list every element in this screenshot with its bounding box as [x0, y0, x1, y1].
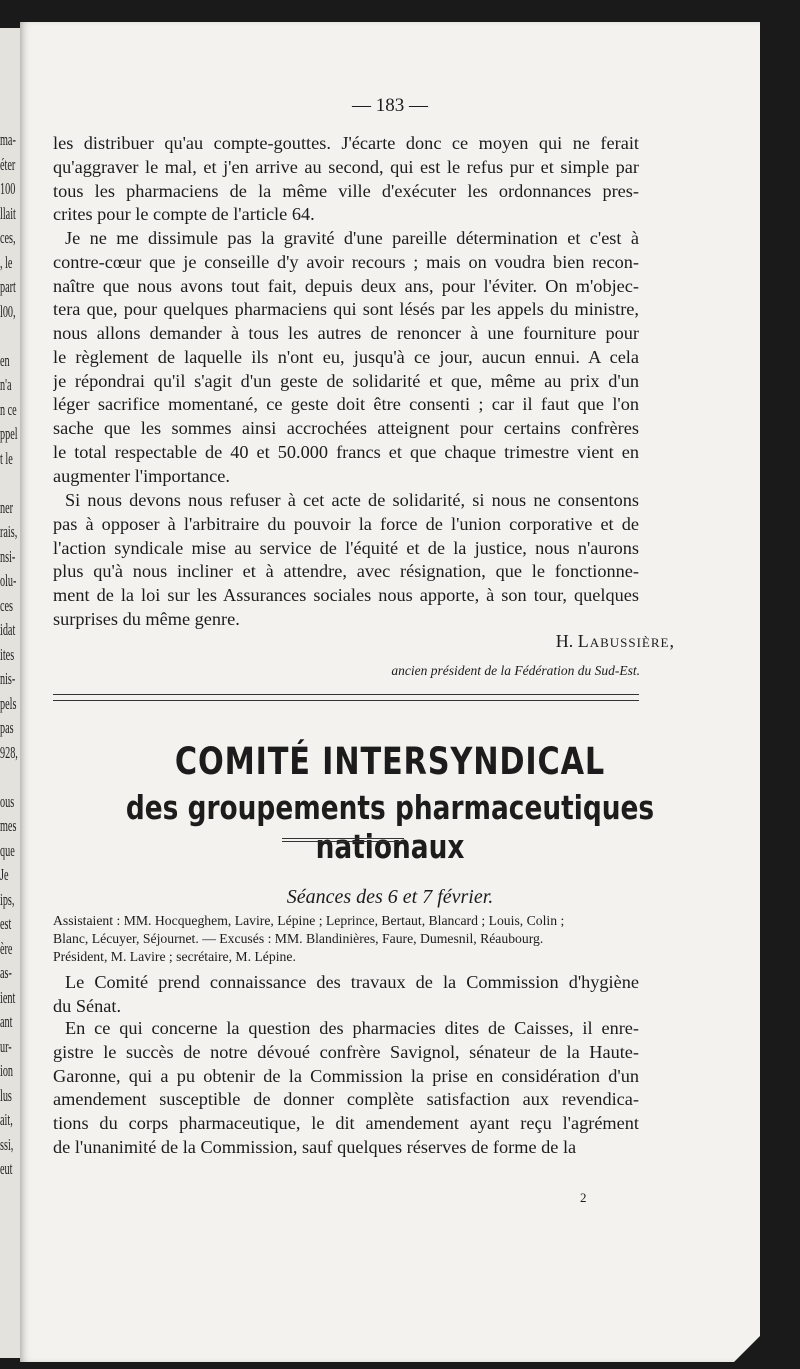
facing-margin-fragment: part: [0, 277, 16, 296]
text-line: qu'aggraver le mal, et j'en arrive au second, qui est le refus pur et simple par: [53, 156, 639, 177]
facing-margin-fragment: pas: [0, 718, 14, 737]
document-page: [20, 22, 760, 1362]
facing-margin-fragment: n ce: [0, 399, 17, 419]
article-paragraph-2: [53, 227, 639, 488]
text-line: le règlement de laquelle ils n'ont eu, jusqu'à ce jour, aucun ennui. A cela: [53, 346, 639, 367]
section-paragraph-2: [53, 1017, 639, 1160]
facing-margin-fragment: ips,: [0, 889, 15, 909]
text-line: Garonne, qui a pu obtenir de la Commission la prise en considération d'un: [53, 1065, 639, 1086]
text-line: augmenter l'importance.: [53, 465, 230, 486]
facing-margin-fragment: pels: [0, 693, 17, 713]
facing-margin-fragment: ur-: [0, 1036, 12, 1056]
facing-margin-fragment: , le: [0, 252, 13, 272]
text-line: crites pour le compte de l'article 64.: [53, 204, 315, 225]
text-line: ment de la loi sur les Assurances sociales nous apporte, à son tour, quelques: [53, 585, 639, 605]
facing-margin-fragment: ces: [0, 595, 14, 615]
facing-margin-fragment: est: [0, 914, 12, 933]
text-line: nous allons demander à tous les autres de renoncer à une fourniture pour: [53, 323, 639, 343]
facing-margin-fragment: ère: [0, 938, 13, 958]
text-line: je répondrai qu'il s'agit d'un geste de solidarité et que, même au prix d'un: [53, 370, 639, 391]
text-line: de l'unanimité de la Commission, sauf quelques réserves de forme de la: [53, 1136, 577, 1157]
facing-margin-fragment: mes: [0, 816, 17, 835]
text-line: gistre le succès de notre dévoué confrère Savignol, sénateur de la Haute-: [53, 1041, 639, 1062]
signature-role: ancien président de la Fédération du Sud-Est.: [391, 663, 640, 678]
text-line: tous les pharmaciens de la même ville d'exécuter les ordonnances pres-: [53, 180, 639, 201]
text-line: surprises du même genre.: [53, 608, 240, 629]
facing-margin-fragment: l00,: [0, 301, 16, 321]
text-line: contre-cœur que je conseille d'y avoir recours ; mais on voudra bien recon-: [53, 251, 639, 272]
facing-margin-fragment: en: [0, 350, 10, 370]
facing-margin-fragment: llait: [0, 203, 16, 223]
text-line: le total respectable de 40 et 50.000 francs et que chaque trimestre vient en: [53, 441, 639, 462]
facing-margin-fragment: ites: [0, 644, 15, 664]
text-line: amendement susceptible de donner complète satisfaction aux revendica-: [53, 1089, 639, 1110]
facing-margin-fragment: olu-: [0, 571, 17, 590]
attendance-line: Président, M. Lavire ; secrétaire, M. Lépine.: [53, 949, 296, 964]
facing-margin-fragment: n'a: [0, 375, 12, 394]
facing-margin-fragment: rais,: [0, 522, 18, 541]
text-line: du Sénat.: [53, 995, 122, 1016]
text-line: plus qu'à nous incliner et à attendre, avec résignation, que le fonctionne-: [53, 561, 639, 582]
signature: [556, 631, 675, 652]
facing-margin-fragment: ion: [0, 1061, 14, 1080]
text-line: tions du corps pharmaceutique, le dit amendement ayant reçu l'agrément: [53, 1113, 639, 1133]
facing-margin-fragment: t le: [0, 448, 13, 468]
text-line: léger sacrifice momentané, ce geste doit être consenti ; car il faut que l'on: [53, 394, 639, 415]
facing-margin-fragment: as-: [0, 963, 12, 982]
facing-margin-fragment: éter: [0, 154, 16, 174]
facing-margin-fragment: nis-: [0, 669, 16, 688]
text-line: Si nous devons nous refuser à cet acte de solidarité, si nous ne consentons: [65, 490, 639, 510]
text-line: Le Comité prend connaissance des travaux de la Commission d'hygiène: [65, 972, 639, 992]
facing-margin-fragment: ssi,: [0, 1134, 14, 1154]
attendance-line: Assistaient : MM. Hocqueghem, Lavire, Lépine ; Leprince, Bertaut, Blancard ; Louis, Colin ;: [53, 913, 565, 928]
page-corner-fold: [734, 1336, 760, 1362]
signature-mark: 2: [580, 1190, 587, 1205]
text-line: pas à opposer à l'arbitraire du pouvoir la force de l'union corporative et de: [53, 513, 639, 534]
facing-margin-fragment: ient: [0, 987, 16, 1007]
facing-margin-fragment: ces,: [0, 228, 16, 247]
signature-initial: H.: [555, 631, 574, 651]
facing-margin-fragment: Je: [0, 865, 9, 884]
facing-margin-fragment: que: [0, 840, 15, 860]
facing-margin-fragment: 928,: [0, 742, 18, 762]
text-line: En ce qui concerne la question des pharmacies dites de Caisses, il enre-: [65, 1018, 639, 1038]
facing-margin-fragment: idat: [0, 620, 16, 639]
facing-margin-fragment: ait,: [0, 1110, 13, 1129]
facing-margin-fragment: nsi-: [0, 546, 16, 566]
section-divider-top: [53, 694, 639, 695]
facing-margin-fragment: ppel: [0, 424, 18, 443]
facing-margin-fragment: ous: [0, 791, 15, 811]
facing-margin-fragment: ant: [0, 1012, 13, 1031]
signature-name: Labussière,: [577, 631, 675, 651]
attendance-list: [53, 912, 639, 966]
text-line: les distribuer qu'au compte-gouttes. J'écarte donc ce moyen qui ne ferait: [53, 133, 639, 153]
facing-margin-fragment: ner: [0, 497, 14, 517]
section-title: COMITÉ INTERSYNDICAL: [174, 740, 606, 783]
text-line: naître que nous avons tout fait, depuis deux ans, pour l'éviter. On m'objec-: [53, 275, 639, 296]
page-number: — 183 —: [352, 95, 428, 116]
facing-margin-fragment: 100: [0, 179, 16, 198]
article-continuation: [53, 132, 639, 227]
seances-heading: Séances des 6 et 7 février.: [286, 886, 494, 908]
text-line: sache que les sommes ainsi accrochées atteignent pour certains confrères: [53, 418, 639, 438]
attendance-line: Blanc, Lécuyer, Séjournet. — Excusés : MM. Blandinières, Faure, Dumesnil, Réaubourg.: [53, 931, 544, 946]
section-divider-bottom: [53, 700, 639, 701]
article-paragraph-3: [53, 489, 639, 632]
text-line: Je ne me dissimule pas la gravité d'une pareille détermination et c'est à: [65, 228, 639, 248]
text-line: tera que, pour quelques pharmaciens qui sont lésés par les appels du ministre,: [53, 299, 639, 320]
facing-margin-fragment: ma-: [0, 130, 16, 149]
facing-margin-fragment: lus: [0, 1085, 12, 1105]
text-line: l'action syndicale mise au service de l'équité et de la justice, nous n'aurons: [53, 537, 639, 558]
section-paragraph-1: [53, 971, 639, 1019]
title-underline: [282, 838, 404, 844]
facing-margin-fragment: eut: [0, 1159, 13, 1178]
section-subtitle: des groupements pharmaceutiques nationaux: [125, 788, 655, 866]
